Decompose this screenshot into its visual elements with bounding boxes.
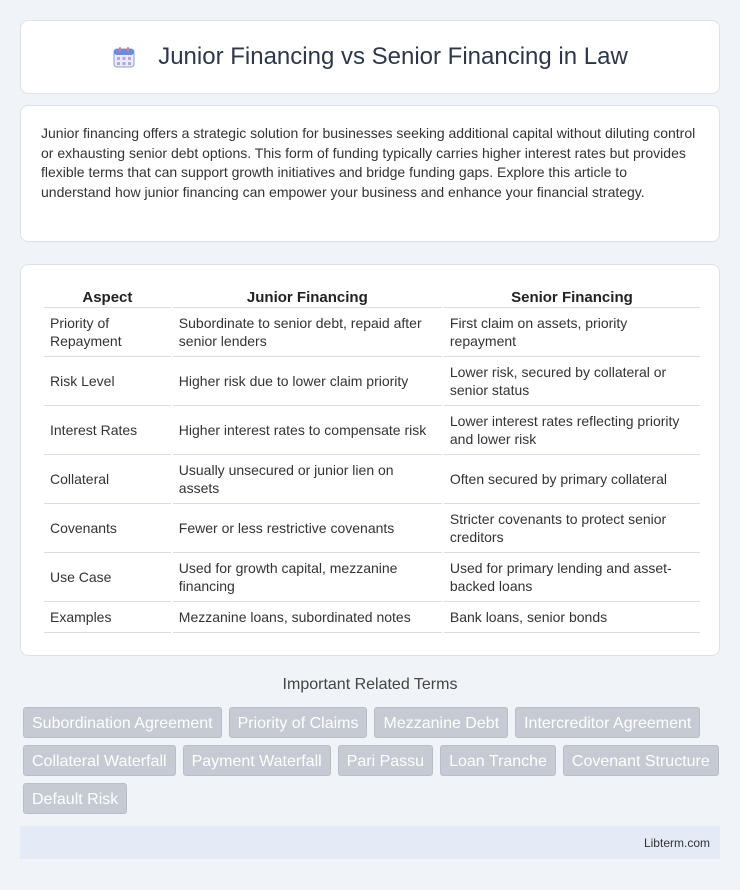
table-cell: First claim on assets, priority repayment bbox=[444, 308, 700, 357]
table-cell: Subordinate to senior debt, repaid after senior lenders bbox=[173, 308, 442, 357]
table-cell: Often secured by primary collateral bbox=[444, 455, 700, 504]
tag-covenant-structure[interactable]: Covenant Structure bbox=[563, 745, 719, 776]
table-row bbox=[44, 406, 700, 455]
tag-pari-passu[interactable]: Pari Passu bbox=[338, 745, 433, 776]
table-cell: Higher risk due to lower claim priority bbox=[173, 357, 442, 406]
header-junior: Junior Financing bbox=[173, 287, 442, 308]
header-aspect: Aspect bbox=[44, 287, 171, 308]
comparison-table bbox=[42, 287, 702, 633]
intro-text: Junior financing offers a strategic solution for businesses seeking additional capital without diluting control or exhausting senior debt options. This form of funding typically carries higher interest rates but provides flexible terms that can support growth initiatives and bridge funding gaps. Explore this article to understand how junior financing can empower your business and enhance your financial strategy. bbox=[41, 125, 696, 200]
tag-subordination-agreement[interactable]: Subordination Agreement bbox=[23, 707, 222, 738]
table-header-row bbox=[44, 287, 700, 308]
table-cell: Bank loans, senior bonds bbox=[444, 602, 700, 633]
table-cell: Risk Level bbox=[44, 357, 171, 406]
header-senior: Senior Financing bbox=[444, 287, 700, 308]
table-row bbox=[44, 308, 700, 357]
table-cell: Covenants bbox=[44, 504, 171, 553]
table-cell: Usually unsecured or junior lien on assets bbox=[173, 455, 442, 504]
table-cell: Lower risk, secured by collateral or senior status bbox=[444, 357, 700, 406]
table-cell: Priority of Repayment bbox=[44, 308, 171, 357]
table-row bbox=[44, 357, 700, 406]
table-row bbox=[44, 602, 700, 633]
related-terms-section bbox=[0, 676, 740, 694]
related-terms-title: Important Related Terms bbox=[282, 676, 458, 693]
tag-default-risk[interactable]: Default Risk bbox=[23, 783, 127, 814]
table-cell: Higher interest rates to compensate risk bbox=[173, 406, 442, 455]
table-cell: Stricter covenants to protect senior creditors bbox=[444, 504, 700, 553]
table-row bbox=[44, 455, 700, 504]
page-title: Junior Financing vs Senior Financing in Law bbox=[158, 43, 628, 70]
tag-mezzanine-debt[interactable]: Mezzanine Debt bbox=[374, 707, 508, 738]
table-cell: Collateral bbox=[44, 455, 171, 504]
table-cell: Examples bbox=[44, 602, 171, 633]
title-card bbox=[20, 20, 720, 94]
tag-intercreditor-agreement[interactable]: Intercreditor Agreement bbox=[515, 707, 700, 738]
footer bbox=[20, 826, 720, 859]
tag-loan-tranche[interactable]: Loan Tranche bbox=[440, 745, 556, 776]
tag-collateral-waterfall[interactable]: Collateral Waterfall bbox=[23, 745, 176, 776]
tag-priority-of-claims[interactable]: Priority of Claims bbox=[229, 707, 368, 738]
table-cell: Fewer or less restrictive covenants bbox=[173, 504, 442, 553]
calendar-icon bbox=[112, 45, 136, 69]
tag-payment-waterfall[interactable]: Payment Waterfall bbox=[183, 745, 331, 776]
table-cell: Mezzanine loans, subordinated notes bbox=[173, 602, 442, 633]
table-cell: Interest Rates bbox=[44, 406, 171, 455]
related-terms-tags bbox=[23, 707, 723, 814]
comparison-table-card bbox=[20, 264, 720, 656]
table-cell: Used for primary lending and asset-backed loans bbox=[444, 553, 700, 602]
table-row bbox=[44, 553, 700, 602]
intro-card bbox=[20, 105, 720, 242]
table-cell: Lower interest rates reflecting priority and lower risk bbox=[444, 406, 700, 455]
table-row bbox=[44, 504, 700, 553]
footer-site-link[interactable]: Libterm.com bbox=[643, 835, 710, 850]
table-cell: Used for growth capital, mezzanine financing bbox=[173, 553, 442, 602]
table-cell: Use Case bbox=[44, 553, 171, 602]
